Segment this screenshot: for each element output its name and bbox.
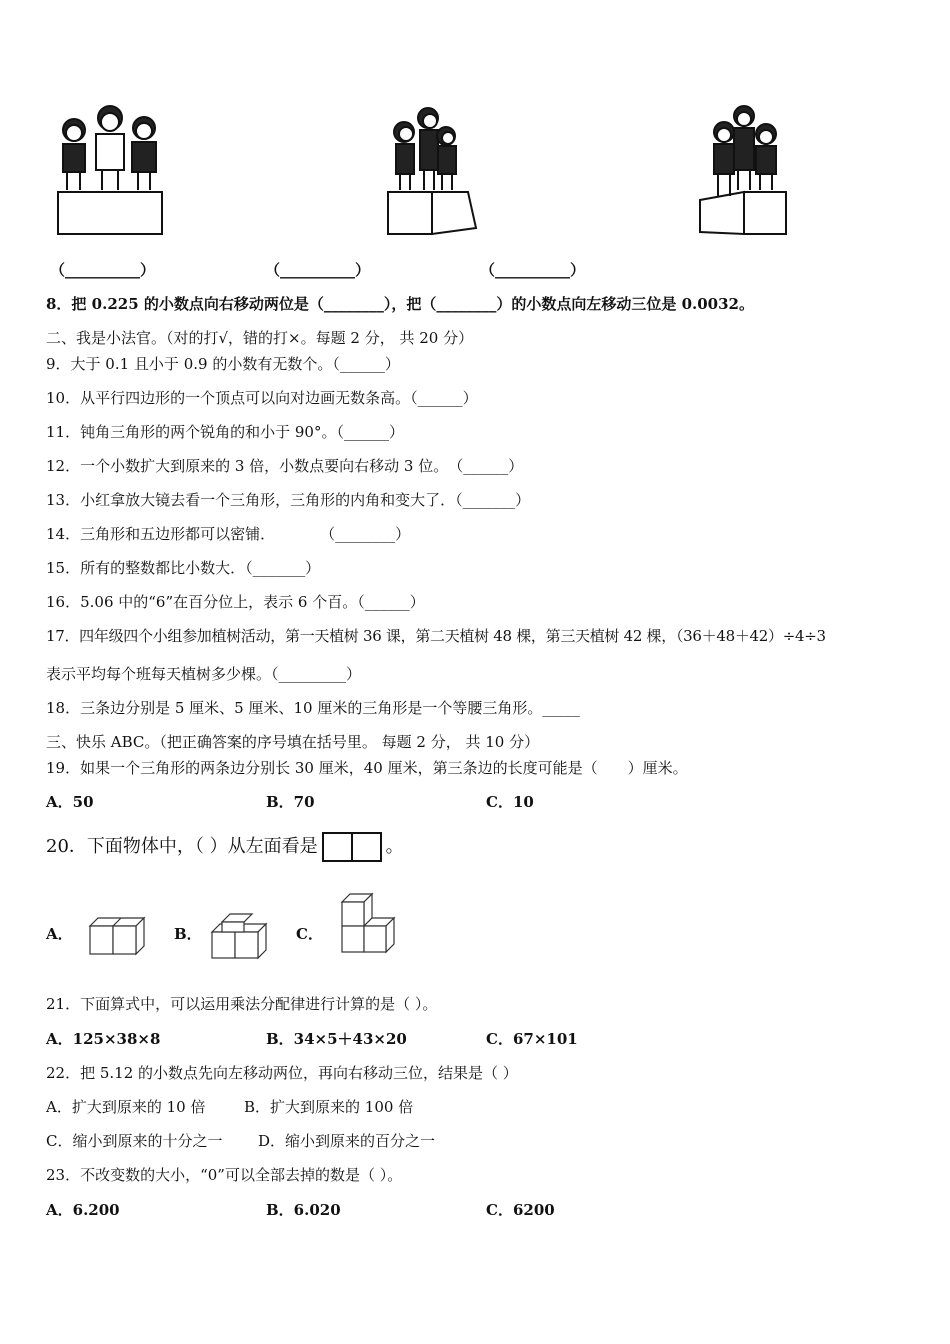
- question-13: 13．小红拿放大镜去看一个三角形，三角形的内角和变大了．（_______）: [46, 491, 531, 509]
- cube-figure-c: [336, 892, 400, 958]
- q20-option-c[interactable]: C．: [296, 925, 323, 943]
- q21-option-a[interactable]: A．125×38×8: [46, 1030, 161, 1048]
- cube-figure-a: [86, 914, 148, 958]
- q23-option-a[interactable]: A．6.200: [46, 1201, 120, 1219]
- question-20: [46, 832, 404, 862]
- question-9: 9．大于 0.1 且小于 0.9 的小数有无数个。（______）: [46, 355, 400, 373]
- question-10: 10．从平行四边形的一个顶点可以向对边画无数条高。（______）: [46, 389, 478, 407]
- question-20-stem: 20．下面物体中，（ ）从左面看是: [46, 836, 318, 857]
- q22-option-d[interactable]: D．缩小到原来的百分之一: [258, 1132, 436, 1150]
- section-3-title: 三、快乐 ABC。（把正确答案的序号填在括号里。 每题 2 分， 共 10 分）: [46, 733, 540, 751]
- question-18: 18．三条边分别是 5 厘米、5 厘米、10 厘米的三角形是一个等腰三角形。_____: [46, 699, 580, 717]
- q19-option-a[interactable]: A．50: [46, 793, 94, 811]
- section-2-title: 二、我是小法官。（对的打√，错的打×。每题 2 分， 共 20 分）: [46, 329, 474, 347]
- question-19: 19．如果一个三角形的两条边分别长 30 厘米，40 厘米，第三条边的长度可能是（ ）厘米。: [46, 759, 688, 777]
- question-15: 15．所有的整数都比小数大．（_______）: [46, 559, 321, 577]
- q23-option-b[interactable]: B．6.020: [266, 1201, 341, 1219]
- q22-option-c[interactable]: C．缩小到原来的十分之一: [46, 1132, 223, 1150]
- question-14: 14．三角形和五边形都可以密铺． （________）: [46, 525, 411, 543]
- picture-blank-2[interactable]: （__________）: [265, 261, 371, 279]
- q20-option-a[interactable]: A．: [46, 925, 73, 943]
- question-21: 21．下面算式中，可以运用乘法分配律进行计算的是（ ）。: [46, 995, 438, 1013]
- q19-option-b[interactable]: B．70: [266, 793, 315, 811]
- question-23: 23．不改变数的大小，“0”可以全部去掉的数是（ ）。: [46, 1166, 403, 1184]
- question-17-line-1: 17．四年级四个小组参加植树活动，第一天植树 36 课，第二天植树 48 棵，第三天植树 42 棵，（36＋48＋42）÷4÷3: [46, 627, 826, 645]
- q23-option-c[interactable]: C．6200: [486, 1201, 555, 1219]
- question-11: 11．钝角三角形的两个锐角的和小于 90°。（______）: [46, 423, 404, 441]
- kids-angle-view-picture: [692, 100, 802, 240]
- q21-option-b[interactable]: B．34×5＋43×20: [266, 1030, 407, 1048]
- q22-option-a[interactable]: A．扩大到原来的 10 倍: [46, 1098, 206, 1116]
- question-22: 22．把 5.12 的小数点先向左移动两位，再向右移动三位，结果是（ ）: [46, 1064, 518, 1082]
- q19-option-c[interactable]: C．10: [486, 793, 534, 811]
- question-17-line-2: 表示平均每个班每天植树多少棵。（_________）: [46, 665, 362, 683]
- picture-blank-3[interactable]: （__________）: [480, 261, 586, 279]
- q20-option-b[interactable]: B．: [174, 925, 202, 943]
- question-12: 12．一个小数扩大到原来的 3 倍，小数点要向右移动 3 位。 （______）: [46, 457, 524, 475]
- kids-side-view-picture: [380, 100, 490, 240]
- two-square-view-figure: [322, 832, 382, 862]
- kids-front-view-picture: [50, 100, 170, 240]
- picture-blank-1[interactable]: （__________）: [50, 261, 156, 279]
- q22-option-b[interactable]: B．扩大到原来的 100 倍: [244, 1098, 414, 1116]
- q21-option-c[interactable]: C．67×101: [486, 1030, 578, 1048]
- cube-figure-b: [208, 912, 270, 960]
- question-20-end: 。: [385, 836, 404, 857]
- question-16: 16．5.06 中的“6”在百分位上，表示 6 个百。（______）: [46, 593, 425, 611]
- question-8: 8．把 0.225 的小数点向右移动两位是（________），把（________）的小数点向左移动三位是 0.0032。: [46, 295, 754, 313]
